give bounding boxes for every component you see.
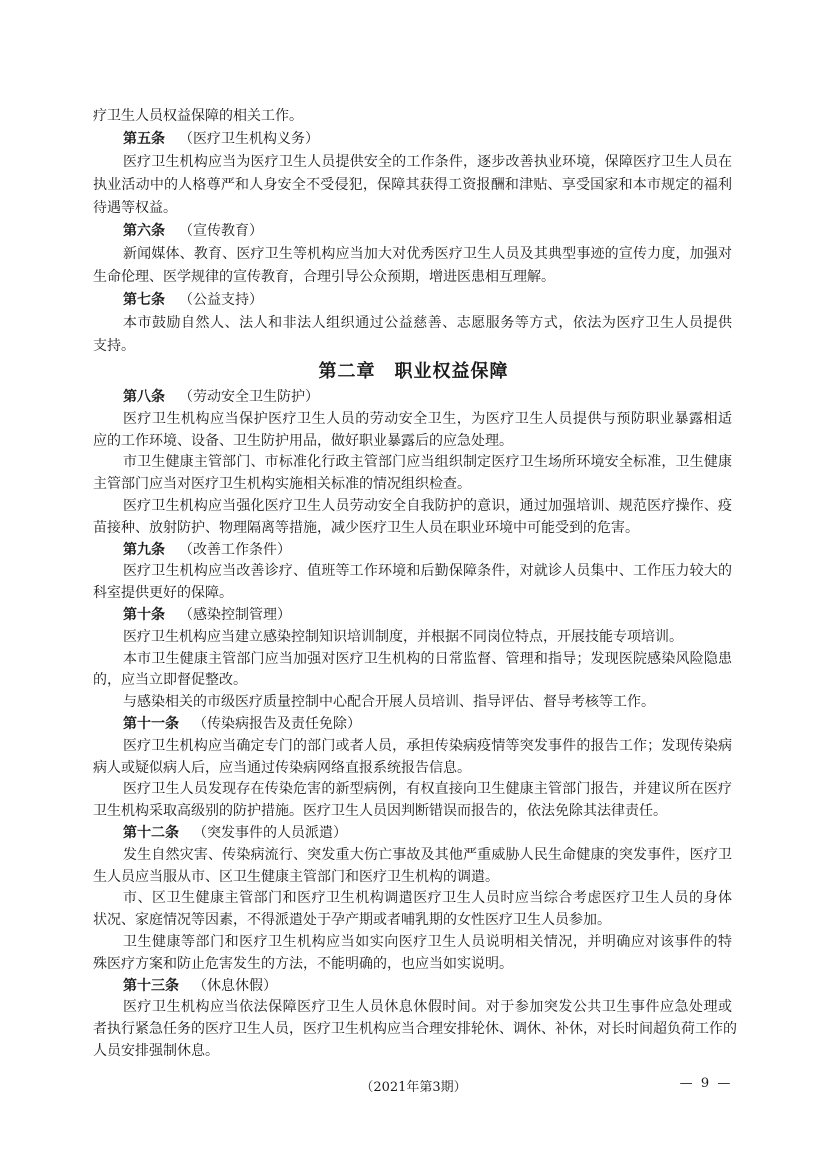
paragraph-line: 支持。 <box>93 338 135 354</box>
article-heading <box>93 976 732 998</box>
paragraph-line: 发生自然灾害、传染病流行、突发重大伤亡事故及其他严重威胁人民生命健康的突发事件，医疗卫 <box>123 846 732 863</box>
article-title: （突发事件的人员派遣） <box>193 824 347 841</box>
article-title: （劳动安全卫生防护） <box>179 389 319 405</box>
paragraph-line: 生人员应当服从市、区卫生健康主管部门和医疗卫生机构的调遣。 <box>93 868 499 885</box>
paragraph-line: 殊医疗方案和防止危害发生的方法，不能明确的，也应当如实说明。 <box>93 955 513 972</box>
paragraph-line: 科室提供更好的保障。 <box>93 585 233 602</box>
paragraph-line: 医疗卫生机构应当强化医疗卫生人员劳动安全自我防护的意识，通过加强培训、规范医疗操作、疫 <box>123 497 732 514</box>
paragraph-line: 卫生健康等部门和医疗卫生机构应当如实向医疗卫生人员说明相关情况，并明确应对该事件的特 <box>123 933 732 950</box>
article-heading <box>93 714 732 736</box>
article-number: 第十二条 <box>123 824 179 841</box>
paragraph-line: 医疗卫生机构应当改善诊疗、值班等工作环境和后勤保障条件，对就诊人员集中、工作压力较大的 <box>123 563 732 580</box>
footer-issue-label: （2021年第3期） <box>360 1080 467 1095</box>
paragraph-line: 病人或疑似病人后，应当通过传染病网络直报系统报告信息。 <box>93 759 471 776</box>
article-title: （感染控制管理） <box>179 606 291 623</box>
article-title: （宣传教育） <box>179 223 263 239</box>
article-heading <box>93 387 732 409</box>
paragraph-line: 新闻媒体、教育、医疗卫生等机构应当加大对优秀医疗卫生人员及其典型事迹的宣传力度，加强对 <box>123 246 732 262</box>
article-heading <box>93 605 732 627</box>
article-number: 第八条 <box>123 389 165 405</box>
article-title: （传染病报告及责任免除） <box>193 715 361 732</box>
paragraph-line: 生命伦理、医学规律的宣传教育，合理引导公众预期，增进医患相互理解。 <box>93 269 555 285</box>
article-heading <box>93 823 732 845</box>
paragraph-line: 市卫生健康主管部门、市标准化行政主管部门应当组织制定医疗卫生场所环境安全标准，卫生健康 <box>123 454 732 471</box>
paragraph-line: 状况、家庭情况等因素，不得派遣处于孕产期或者哺乳期的女性医疗卫生人员参加。 <box>93 912 611 929</box>
paragraph-line: 人员安排强制休息。 <box>93 1042 219 1059</box>
paragraph-line: 医疗卫生机构应当保护医疗卫生人员的劳动安全卫生，为医疗卫生人员提供与预防职业暴露相适 <box>123 410 732 427</box>
article-title: （医疗卫生机构义务） <box>179 131 319 147</box>
article-number: 第六条 <box>123 223 165 239</box>
paragraph-line: 与感染相关的市级医疗质量控制中心配合开展人员培训、指导评估、督导考核等工作。 <box>123 694 655 711</box>
article-heading <box>93 128 732 151</box>
paragraph-line: 卫生机构采取高级别的防护措施。医疗卫生人员因判断错误而报告的，依法免除其法律责任。 <box>93 803 667 820</box>
page-number: — 9 — <box>679 1076 731 1091</box>
article-number: 第十一条 <box>123 715 179 732</box>
paragraph-line: 医疗卫生机构应当确定专门的部门或者人员，承担传染病疫情等突发事件的报告工作；发现传染病 <box>123 737 732 754</box>
paragraph-line: 的，应当立即督促整改。 <box>93 672 247 689</box>
article-number: 第九条 <box>123 541 165 558</box>
article-heading <box>93 540 732 562</box>
paragraph-line: 医疗卫生人员发现存在传染危害的新型病例，有权直接向卫生健康主管部门报告，并建议所在医疗 <box>123 781 732 798</box>
article-title: （休息休假） <box>193 977 277 994</box>
paragraph-line: 苗接种、放射防护、物理隔离等措施，减少医疗卫生人员在职业环境中可能受到的危害。 <box>93 519 639 536</box>
article-heading <box>93 220 732 243</box>
paragraph-line: 市、区卫生健康主管部门和医疗卫生机构调遣医疗卫生人员时应当综合考虑医疗卫生人员的身体 <box>123 890 732 907</box>
article-heading <box>93 289 732 312</box>
paragraph-line: 执业活动中的人格尊严和人身安全不受侵犯，保障其获得工资报酬和津贴、享受国家和本市规定的福利 <box>93 177 732 193</box>
article-number: 第十三条 <box>123 977 179 994</box>
paragraph-line: 医疗卫生机构应当为医疗卫生人员提供安全的工作条件，逐步改善执业环境，保障医疗卫生人员在 <box>123 154 732 170</box>
section-before-chapter <box>93 105 732 358</box>
paragraph-line: 应的工作环境、设备、卫生防护用品，做好职业暴露后的应急处理。 <box>93 432 513 449</box>
article-number: 第五条 <box>123 131 165 147</box>
article-number: 第七条 <box>123 292 165 308</box>
article-title: （改善工作条件） <box>179 541 291 558</box>
article-number: 第十条 <box>123 606 165 623</box>
chapter-title: 第二章 职业权益保障 <box>318 361 509 382</box>
paragraph-line: 医疗卫生机构应当建立感染控制知识培训制度，并根据不同岗位特点，开展技能专项培训。 <box>123 628 683 645</box>
paragraph-line: 者执行紧急任务的医疗卫生人员，医疗卫生机构应当合理安排轮休、调休、补休，对长时间超负荷工作的 <box>93 1021 737 1038</box>
paragraph-line: 疗卫生人员权益保障的相关工作。 <box>93 108 303 124</box>
paragraph-line: 主管部门应当对医疗卫生机构实施相关标准的情况组织检查。 <box>93 476 471 493</box>
paragraph-line: 本市卫生健康主管部门应当加强对医疗卫生机构的日常监督、管理和指导；发现医院感染风险隐患 <box>123 650 732 667</box>
article-title: （公益支持） <box>179 292 263 308</box>
paragraph-line: 待遇等权益。 <box>93 200 177 216</box>
paragraph-line: 本市鼓励自然人、法人和非法人组织通过公益慈善、志愿服务等方式，依法为医疗卫生人员提供 <box>123 315 732 331</box>
paragraph-line: 医疗卫生机构应当依法保障医疗卫生人员休息休假时间。对于参加突发公共卫生事件应急处理或 <box>123 999 732 1016</box>
section-chapter-two <box>93 387 737 1063</box>
